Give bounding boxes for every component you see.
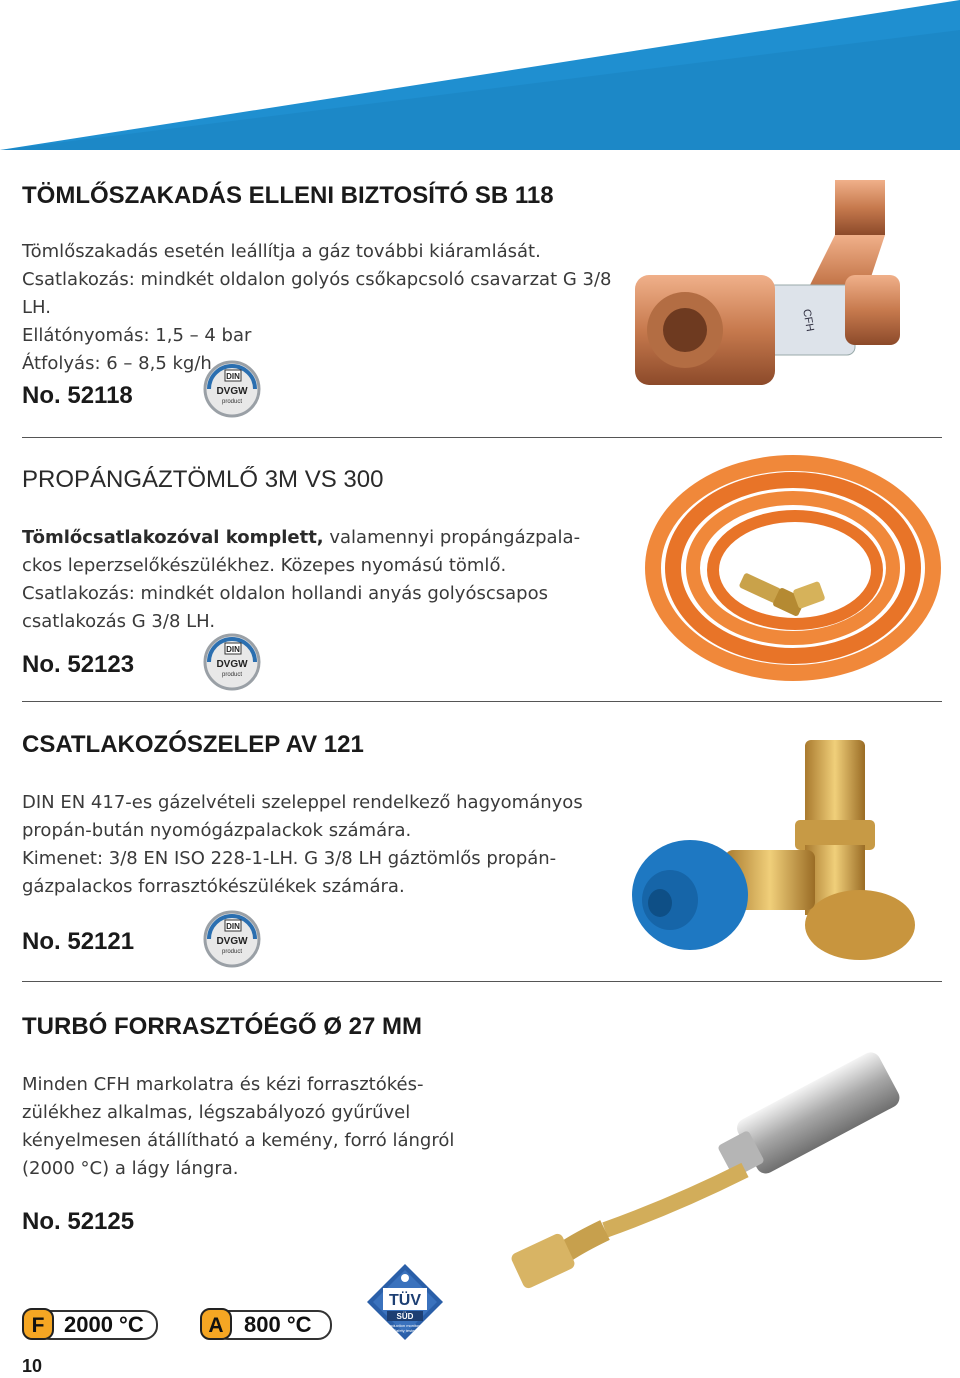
temperature-value: 2000 °C <box>64 1312 144 1337</box>
din-dvgw-badge-icon <box>203 633 261 696</box>
section-title: TÖMLŐSZAKADÁS ELLENI BIZTOSÍTÓ SB 118 <box>22 182 554 209</box>
description-lead-rest: valamennyi propángázpala- <box>323 527 581 548</box>
description-line <box>22 524 642 552</box>
section-divider <box>22 701 942 702</box>
section-divider <box>22 437 942 438</box>
description-lead: Tömlőcsatlakozóval komplett, <box>22 527 324 548</box>
description-line: Átfolyás: 6 – 8,5 kg/h <box>22 353 212 374</box>
din-dvgw-badge-icon <box>203 910 261 973</box>
section-vs300 <box>22 466 642 636</box>
header-banner <box>0 0 960 150</box>
description-line: Ellátónyomás: 1,5 – 4 bar <box>22 325 252 346</box>
description-line: Csatlakozás: mindkét oldalon hollandi anyás golyóscsapos <box>22 583 548 604</box>
svg-text:product: product <box>221 399 243 405</box>
svg-text:DVGW: DVGW <box>216 936 248 947</box>
svg-text:A: A <box>208 1314 224 1337</box>
svg-text:CFH: CFH <box>800 308 816 333</box>
product-number-label: No. <box>22 382 61 409</box>
product-number-value: 52121 <box>67 928 135 955</box>
description-line: zülékhez alkalmas, légszabályozó gyűrűvel <box>22 1102 411 1123</box>
flame-soft-icon <box>200 1308 232 1340</box>
product-number-label: No. <box>22 651 61 678</box>
product-number-value: 52123 <box>67 651 135 678</box>
section-divider <box>22 981 942 982</box>
product-number <box>22 928 134 956</box>
svg-text:product: product <box>221 949 243 955</box>
description-line: (2000 °C) a lágy lángra. <box>22 1158 239 1179</box>
temperature-indicator <box>22 1308 157 1340</box>
description-line: ckos leperzselőkészülékhez. Közepes nyomású tömlő. <box>22 555 507 576</box>
section-title: PROPÁNGÁZTÖMLŐ 3M VS 300 <box>22 466 384 493</box>
description-line: DIN EN 417-es gázelvételi szeleppel rendelkező hagyományos <box>22 792 583 813</box>
hose-burst-safety-valve-image <box>635 165 935 410</box>
product-number-label: No. <box>22 928 61 955</box>
svg-text:DVGW: DVGW <box>216 386 248 397</box>
temperature-indicator <box>200 1308 332 1340</box>
product-number-label: No. <box>22 1208 61 1235</box>
connection-valve-image <box>630 735 920 965</box>
propane-hose-image <box>645 450 945 685</box>
svg-text:DIN: DIN <box>226 922 240 931</box>
section-title: TURBÓ FORRASZTÓÉGŐ Ø 27 MM <box>22 1013 423 1040</box>
svg-text:product: product <box>221 672 243 678</box>
description-line: csatlakozás G 3/8 LH. <box>22 611 216 632</box>
svg-text:Safety tested: Safety tested <box>393 1328 417 1333</box>
product-number-value: 52125 <box>67 1208 135 1235</box>
svg-text:DVGW: DVGW <box>216 659 248 670</box>
description-line: propán-bután nyomógázpalackok számára. <box>22 820 412 841</box>
section-title: CSATLAKOZÓSZELEP AV 121 <box>22 731 364 758</box>
section-av121 <box>22 731 642 901</box>
svg-text:SÜD: SÜD <box>396 1312 414 1321</box>
product-number-value: 52118 <box>67 382 133 409</box>
svg-text:TÜV: TÜV <box>389 1292 421 1309</box>
svg-text:F: F <box>31 1314 45 1337</box>
turbo-burner-image <box>505 1030 935 1300</box>
page-number: 10 <box>22 1356 43 1376</box>
din-dvgw-badge-icon <box>203 360 261 423</box>
tuv-sud-badge-icon <box>365 1262 445 1342</box>
description-line: kényelmesen átállítható a kemény, forró lángról <box>22 1130 455 1151</box>
svg-text:DIN: DIN <box>226 372 240 381</box>
description-line: gázpalackos forrasztókészülékek számára. <box>22 876 405 897</box>
description-line: Minden CFH markolatra és kézi forrasztókés- <box>22 1074 424 1095</box>
svg-text:Production monitored: Production monitored <box>385 1323 425 1328</box>
description-line: Kimenet: 3/8 EN ISO 228-1-LH. G 3/8 LH gáztömlős propán- <box>22 848 557 869</box>
flame-hard-icon <box>22 1308 54 1340</box>
product-number <box>22 382 133 410</box>
section-sb118 <box>22 182 642 378</box>
product-number <box>22 651 134 679</box>
svg-text:DIN: DIN <box>226 645 240 654</box>
description-line: Csatlakozás: mindkét oldalon golyós csőkapcsoló csavarzat G 3/8 LH. <box>22 269 612 318</box>
product-number <box>22 1208 134 1236</box>
description-line: Tömlőszakadás esetén leállítja a gáz további kiáramlását. <box>22 241 541 262</box>
temperature-value: 800 °C <box>244 1312 312 1337</box>
